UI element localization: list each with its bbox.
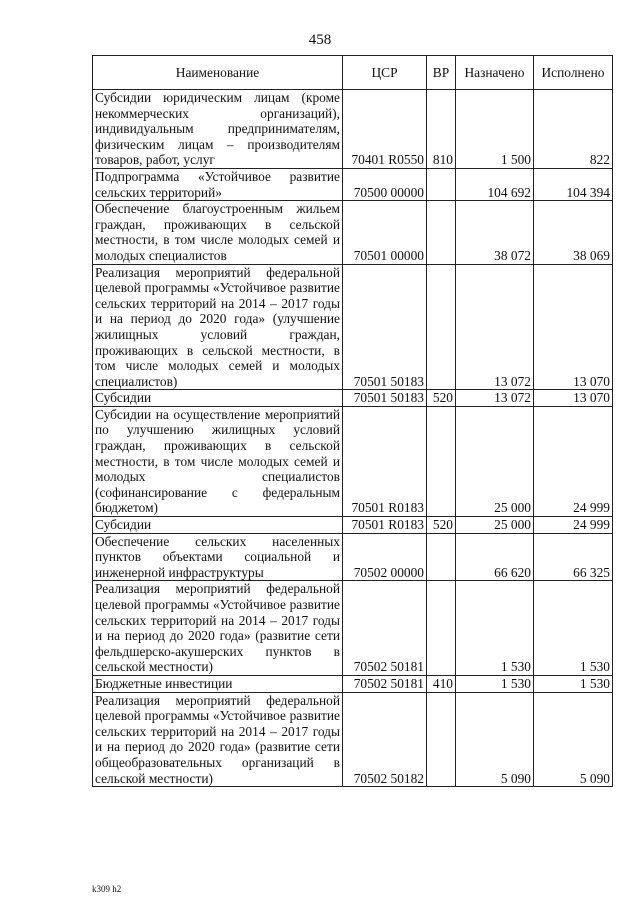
row-executed: 24 999 — [534, 517, 613, 534]
table-header-row — [93, 56, 613, 90]
column-header-planned: Назначено — [456, 56, 534, 90]
row-executed: 1 530 — [534, 581, 613, 676]
row-vr — [427, 406, 456, 516]
table-row — [93, 264, 613, 390]
row-vr — [427, 581, 456, 676]
row-executed: 1 530 — [534, 675, 613, 692]
row-name: Обеспечение сельских населенных пунктов объектами социальной и инженерной инфраструктуры — [93, 533, 343, 581]
row-vr — [427, 264, 456, 390]
row-planned: 38 072 — [456, 201, 534, 264]
row-vr — [427, 692, 456, 787]
row-vr — [427, 533, 456, 581]
table-row — [93, 168, 613, 200]
row-csr: 70501 00000 — [343, 201, 427, 264]
row-vr: 520 — [427, 390, 456, 407]
row-planned: 66 620 — [456, 533, 534, 581]
row-vr: 810 — [427, 90, 456, 169]
row-csr: 70502 50181 — [343, 675, 427, 692]
row-name: Субсидии на осуществление мероприятий по улучшению жилищных условий граждан, проживающих в сельской местности, в том числе молодых семей и молодых специалистов (софинансирование с федеральным бюджетом) — [93, 406, 343, 516]
footer-code: k309 h2 — [92, 884, 122, 894]
table-row — [93, 692, 613, 787]
row-executed: 822 — [534, 90, 613, 169]
column-header-name: Наименование — [93, 56, 343, 90]
row-planned: 104 692 — [456, 168, 534, 200]
table-row — [93, 533, 613, 581]
row-vr: 410 — [427, 675, 456, 692]
table-row — [93, 90, 613, 169]
row-executed: 66 325 — [534, 533, 613, 581]
row-name: Подпрограмма «Устойчивое развитие сельских территорий» — [93, 168, 343, 200]
row-planned: 25 000 — [456, 517, 534, 534]
row-csr: 70501 50183 — [343, 390, 427, 407]
column-header-vr: ВР — [427, 56, 456, 90]
row-name: Субсидии — [93, 390, 343, 407]
row-planned: 13 072 — [456, 264, 534, 390]
row-csr: 70502 50182 — [343, 692, 427, 787]
row-name: Бюджетные инвестиции — [93, 675, 343, 692]
row-planned: 1 500 — [456, 90, 534, 169]
row-csr: 70501 R0183 — [343, 406, 427, 516]
row-vr — [427, 201, 456, 264]
column-header-executed: Исполнено — [534, 56, 613, 90]
row-planned: 1 530 — [456, 581, 534, 676]
row-planned: 13 072 — [456, 390, 534, 407]
row-name: Реализация мероприятий федеральной целевой программы «Устойчивое развитие сельских территорий на 2014 – 2017 годы и на период до 2020 года» (развитие сети фельдшерско-акушерских пунктов в сельской местности) — [93, 581, 343, 676]
row-executed: 13 070 — [534, 390, 613, 407]
row-csr: 70401 R0550 — [343, 90, 427, 169]
row-csr: 70502 00000 — [343, 533, 427, 581]
row-name: Субсидии юридическим лицам (кроме некоммерческих организаций), индивидуальным предпринимателям, физическим лицам – производителям товаров, работ, услуг — [93, 90, 343, 169]
page-number: 458 — [308, 32, 332, 48]
row-csr: 70500 00000 — [343, 168, 427, 200]
row-name: Субсидии — [93, 517, 343, 534]
row-executed: 38 069 — [534, 201, 613, 264]
table-row — [93, 406, 613, 516]
row-planned: 25 000 — [456, 406, 534, 516]
budget-table — [92, 55, 613, 787]
row-csr: 70501 R0183 — [343, 517, 427, 534]
table-row — [93, 390, 613, 407]
row-csr: 70501 50183 — [343, 264, 427, 390]
row-planned: 5 090 — [456, 692, 534, 787]
row-executed: 13 070 — [534, 264, 613, 390]
row-planned: 1 530 — [456, 675, 534, 692]
row-name: Реализация мероприятий федеральной целевой программы «Устойчивое развитие сельских территорий на 2014 – 2017 годы и на период до 2020 года» (развитие сети общеобразовательных организаций в сельской местности) — [93, 692, 343, 787]
row-name: Реализация мероприятий федеральной целевой программы «Устойчивое развитие сельских территорий на 2014 – 2017 годы и на период до 2020 года» (улучшение жилищных условий граждан, проживающих в сельской местности, в том числе молодых семей и молодых специалистов) — [93, 264, 343, 390]
row-csr: 70502 50181 — [343, 581, 427, 676]
row-vr — [427, 168, 456, 200]
table-row — [93, 675, 613, 692]
row-vr: 520 — [427, 517, 456, 534]
row-executed: 24 999 — [534, 406, 613, 516]
row-name: Обеспечение благоустроенным жильем граждан, проживающих в сельской местности, в том числе молодых семей и молодых специалистов — [93, 201, 343, 264]
table-row — [93, 581, 613, 676]
table-row — [93, 517, 613, 534]
table-row — [93, 201, 613, 264]
column-header-csr: ЦСР — [343, 56, 427, 90]
row-executed: 5 090 — [534, 692, 613, 787]
row-executed: 104 394 — [534, 168, 613, 200]
